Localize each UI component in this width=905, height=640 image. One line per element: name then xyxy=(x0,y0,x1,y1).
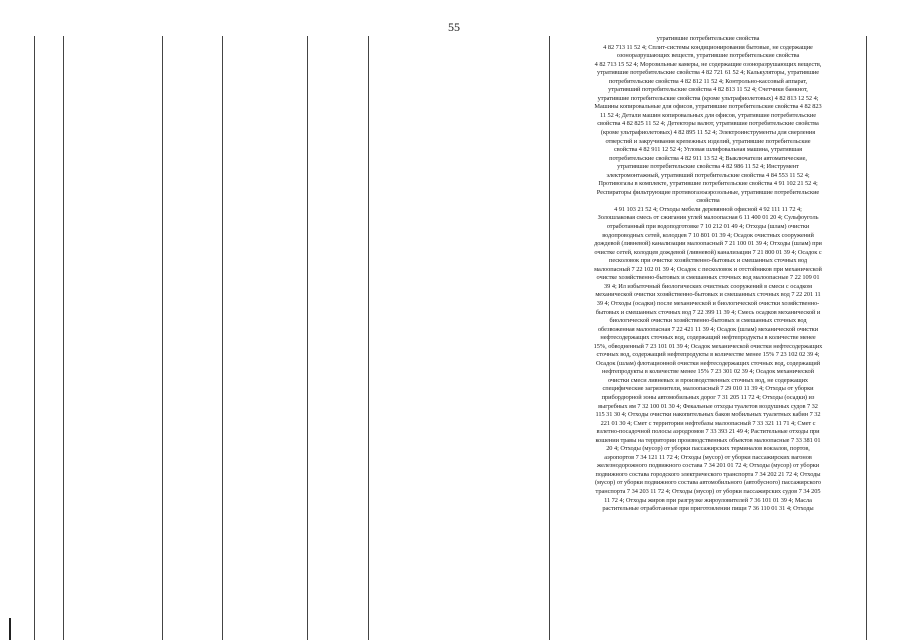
text-line: потребительские свойства 4 82 812 11 52 4; Контрольно-кассовый аппарат, xyxy=(608,77,808,85)
text-line: прибордюрной зоны автомобильных дорог 7 31 205 11 72 4; Отходы (осадки) из xyxy=(601,393,815,401)
text-line: утративший потребительские свойства 4 82 813 11 52 4; Счетчики банкнот, xyxy=(608,86,808,94)
text-line: нефтесодержащих сточных вод, содержащий нефтепродукты в количестве менее xyxy=(600,334,816,342)
text-line: потребительские свойства 4 82 911 13 52 4; Выключатели автоматические, xyxy=(609,154,807,162)
table-column-divider xyxy=(222,36,223,640)
text-line: Противогазы в комплекте, утратившие потребительские свойства 4 91 102 21 52 4; xyxy=(598,180,818,188)
text-line: свойства 4 82 911 12 52 4; Угловая шлифовальная машина, утратившая xyxy=(613,146,802,154)
table-column-divider xyxy=(307,36,308,640)
scan-margin-mark xyxy=(9,618,11,640)
text-line: (кроме ультрафиолетовых) 4 82 895 11 52 4; Электроинструменты для сверления xyxy=(600,129,816,137)
text-line: взлетно-посадочной полосы аэродромов 7 33 393 21 49 4; Растительные отходы при xyxy=(596,428,820,436)
text-line: 39 4; Ил избыточный биологических очистных сооружений в смеси с осадком xyxy=(604,282,812,290)
table-column-divider xyxy=(549,36,550,640)
text-line: утратившие потребительские свойства 4 82 721 61 52 4; Калькуляторы, утратившие xyxy=(596,69,820,77)
table-column-divider xyxy=(162,36,163,640)
table-column-divider xyxy=(34,36,35,640)
text-line: подвижного состава городского электрического транспорта 7 34 202 21 72 4; Отходы xyxy=(595,470,821,478)
table-column-divider xyxy=(866,36,867,640)
text-line: Машины копировальные для офисов, утратившие потребительские свойства 4 82 823 xyxy=(594,103,822,111)
text-line: специфические загрязнители, малоопасный 7 29 010 11 39 4; Отходы от уборки xyxy=(602,385,814,393)
text-line: очистке сетей, колодцев дождевой (ливневой) канализации 7 21 800 01 39 4; Осадок с xyxy=(594,248,822,256)
text-line: малоопасный 7 22 102 01 39 4; Осадок с песколовок и отстойников при механической xyxy=(594,265,822,273)
text-line: (мусор) от уборки подвижного состава автомобильного (автобусного) пассажирского xyxy=(594,479,822,487)
text-line: обезвоженная малоопасная 7 22 421 11 39 4; Осадок (шлам) механической очистки xyxy=(597,325,819,333)
text-line: кошении травы на территории производственных объектов малоопасные 7 33 381 01 xyxy=(595,436,821,444)
waste-codes-text-cell xyxy=(553,35,863,514)
text-line: биологической очистки хозяйственно-бытовых и смешанных сточных вод xyxy=(609,317,807,325)
text-line: Золошлаковая смесь от сжигания углей малоопасная 6 11 400 01 20 4; Сульфоуголь xyxy=(597,214,819,222)
page-number: 55 xyxy=(448,20,460,34)
text-line: транспорта 7 34 203 11 72 4; Отходы (мусор) от уборки пассажирских судов 7 34 205 xyxy=(595,487,821,495)
text-line: 11 72 4; Отходы жиров при разгрузке жироуловителей 7 36 101 01 39 4; Масла xyxy=(604,496,812,504)
text-line: отработанный при водоподготовке 7 10 212 01 49 4; Отходы (шлам) очистки xyxy=(606,223,810,231)
text-line: утратившие потребительские свойства (кроме ультрафиолетовых) 4 82 813 12 52 4; xyxy=(597,94,819,102)
text-line: бытовых и смешанных сточных вод 7 22 399 11 39 4; Смесь осадков механической и xyxy=(595,308,821,316)
text-line: 221 01 30 4; Смет с территории нефтебазы малоопасный 7 33 321 11 71 4; Смет с xyxy=(600,419,816,427)
text-line: очистке хозяйственно-бытовых и смешанных сточных вод малоопасные 7 22 109 01 xyxy=(596,274,820,282)
text-line: выгребных ям 7 32 100 01 30 4; Фекальные отходы туалетов воздушных судов 7 32 xyxy=(598,402,818,410)
text-line: очистки смеси ливневых и производственных сточных вод, не содержащих xyxy=(607,376,809,384)
text-line: озоноразрушающих веществ, утратившие потребительские свойства xyxy=(616,52,800,60)
table-column-divider xyxy=(368,36,369,640)
text-line: аэропортов 7 34 121 11 72 4; Отходы (мусор) от уборки пассажирских вагонов xyxy=(604,453,812,461)
text-line: нефтепродукты в количестве менее 15% 7 23 301 02 39 4; Осадок механической xyxy=(602,368,814,376)
text-line: железнодорожного подвижного состава 7 34 201 01 72 4; Отходы (мусор) от уборки xyxy=(596,462,820,470)
text-line: отверстий и закручивания крепежных изделий, утратившие потребительские xyxy=(605,137,811,145)
text-line: дождевой (ливневой) канализации малоопасный 7 21 100 01 39 4; Отходы (шлам) при xyxy=(594,240,822,248)
text-line: 39 4; Отходы (осадки) после механической и биологической очистки хозяйственно- xyxy=(596,299,820,307)
text-line: свойства xyxy=(696,197,720,205)
text-line: утратившие потребительские свойства 4 82 986 11 52 4; Инструмент xyxy=(617,163,799,171)
text-line: песколовок при очистке хозяйственно-бытовых и смешанных сточных вод xyxy=(608,257,807,265)
text-line: 11 52 4; Детали машин копировальных для офисов, утратившие потребительские xyxy=(599,111,817,119)
text-line: Респираторы фильтрующие противогазоаэрозольные, утратившие потребительские xyxy=(596,188,820,196)
text-line: сточных вод, содержащий нефтепродукты в количестве менее 15% 7 23 102 02 39 4; xyxy=(596,351,820,359)
text-line: свойства 4 82 825 11 52 4; Детекторы валют, утратившие потребительские свойства xyxy=(597,120,819,128)
text-line: механической очистки хозяйственно-бытовых и смешанных сточных вод 7 22 201 11 xyxy=(595,291,821,299)
text-line: 115 31 30 4; Отходы очистки накопительных баков мобильных туалетных кабин 7 32 xyxy=(595,411,821,419)
table-column-divider xyxy=(63,36,64,640)
text-line: утратившие потребительские свойства xyxy=(656,35,760,42)
text-line: 20 4; Отходы (мусор) от уборки пассажирских терминалов вокзалов, портов, xyxy=(606,445,810,453)
text-line: Осадок (шлам) флотационной очистки нефтесодержащих сточных вод, содержащий xyxy=(595,359,821,367)
text-line: 4 82 713 11 52 4; Сплит-системы кондиционирования бытовые, не содержащие xyxy=(603,43,813,51)
text-line: водопроводных сетей, колодцев 7 10 801 01 39 4; Осадок очистных сооружений xyxy=(602,231,814,239)
text-line: растительные отработанные при приготовлении пищи 7 36 110 01 31 4; Отходы xyxy=(602,505,814,513)
text-line: 4 82 713 15 52 4; Морозильные камеры, не содержащие озоноразрушающих веществ, xyxy=(594,60,822,68)
text-line: электромонтажный, утративший потребительские свойства 4 84 553 11 52 4; xyxy=(606,171,810,179)
text-line: 4 91 103 21 52 4; Отходы мебели деревянной офисной 4 92 111 11 72 4; xyxy=(614,205,802,213)
text-line: 15%, обводненный 7 23 101 01 39 4; Осадок механической очистки нефтесодержащих xyxy=(593,342,823,350)
